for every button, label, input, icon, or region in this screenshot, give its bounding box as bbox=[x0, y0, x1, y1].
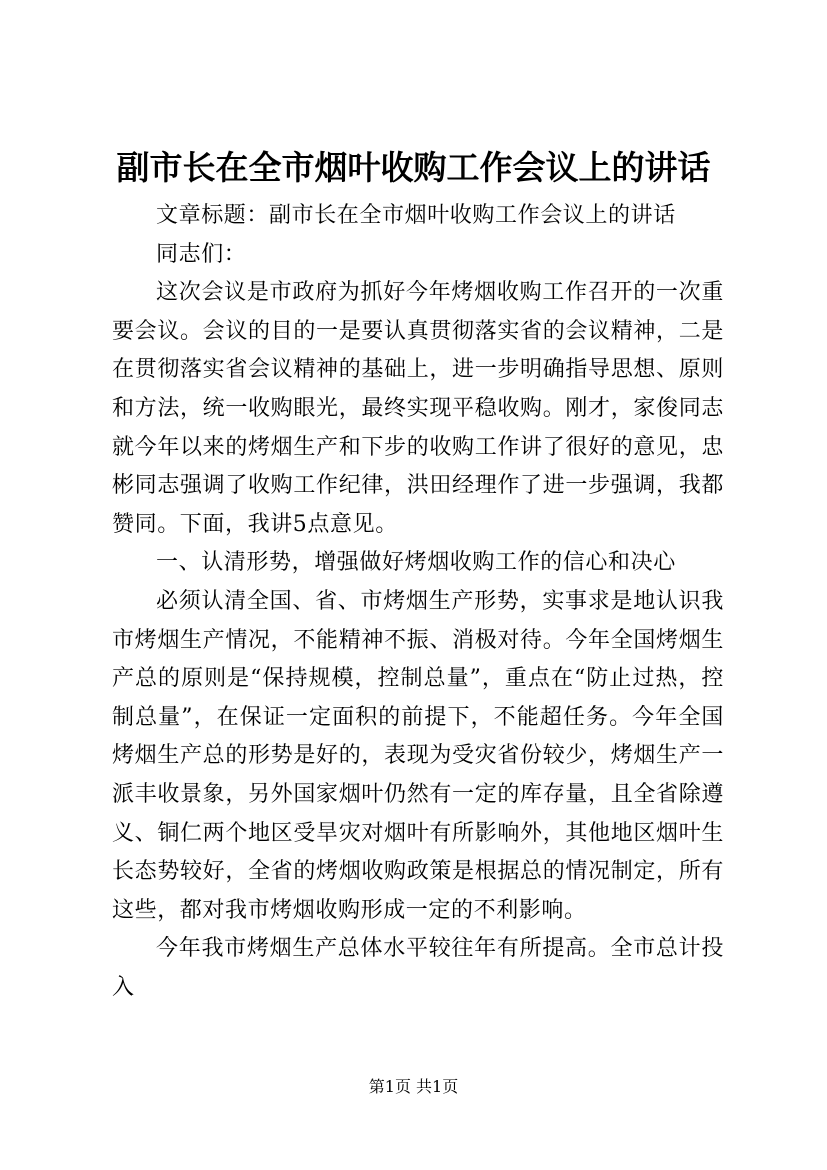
document-body bbox=[112, 197, 724, 1007]
section-heading-1: 一、认清形势，增强做好烤烟收购工作的信心和决心 bbox=[156, 550, 676, 576]
document-title: 副市长在全市烟叶收购工作会议上的讲话 bbox=[116, 148, 711, 187]
paragraph-situation: 必须认清全国、省、市烤烟生产形势，实事求是地认识我市烤烟生产情况，不能精神不振、消极对待。今年全国烤烟生产总的原则是“保持规模，控制总量”，重点在“防止过热，控制总量”，在保证一定面积的前提下，不能超任务。今年全国烤烟生产总的形势是好的，表现为受灾省份较少，烤烟生产一派丰收景象，另外国家烟叶仍然有一定的库存量，且全省除遵义、铜仁两个地区受旱灾对烟叶有所影响外，其他地区烟叶生长态势较好，全省的烤烟收购政策是根据总的情况制定，所有这些，都对我市烤烟收购形成一定的不利影响。 bbox=[112, 588, 724, 923]
paragraph-city-production: 今年我市烤烟生产总体水平较往年有所提高。全市总计投入 bbox=[112, 936, 724, 1000]
article-title-line: 文章标题：副市长在全市烟叶收购工作会议上的讲话 bbox=[156, 203, 676, 228]
page-footer: 第1页 共1页 bbox=[368, 1077, 459, 1096]
salutation: 同志们： bbox=[156, 241, 247, 267]
paragraph-intro: 这次会议是市政府为抓好今年烤烟收购工作召开的一次重要会议。会议的目的一是要认真贯彻落实省的会议精神，二是在贯彻落实省会议精神的基础上，进一步明确指导思想、原则和方法，统一收购眼光，最终实现平稳收购。刚才，家俊同志就今年以来的烤烟生产和下步的收购工作讲了很好的意见，忠彬同志强调了收购工作纪律，洪田经理作了进一步强调，我都赞同。下面，我讲5点意见。 bbox=[112, 280, 724, 537]
